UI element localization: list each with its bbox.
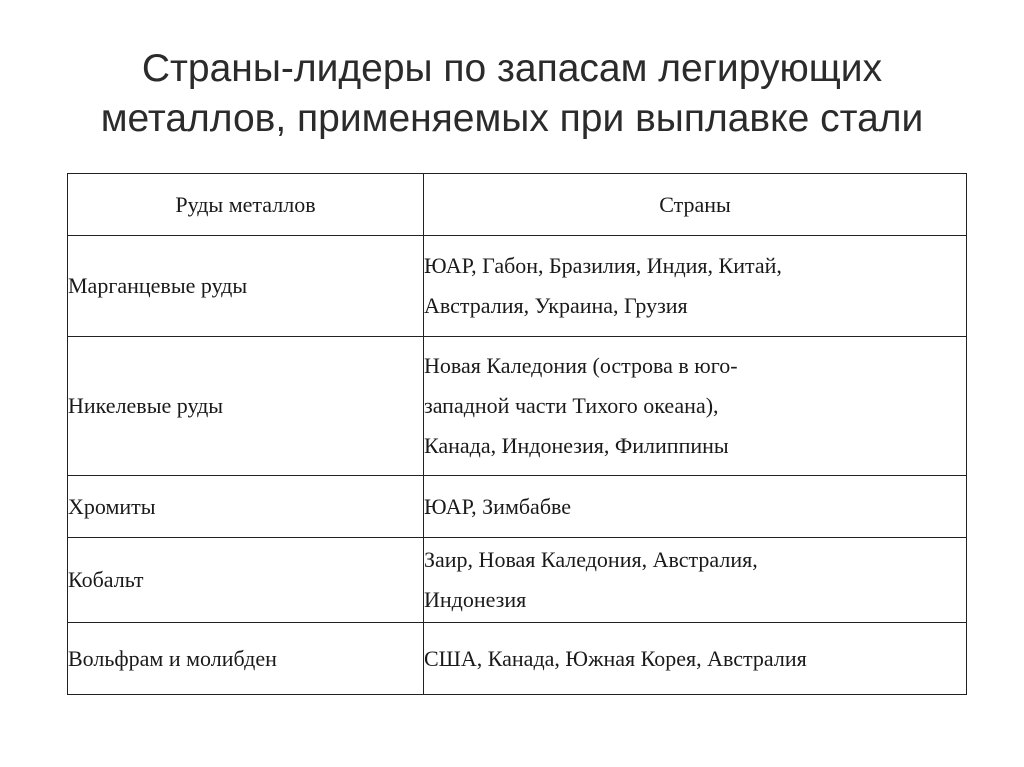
countries-line: Новая Каледония (острова в юго-	[424, 353, 738, 378]
title-line-2: металлов, применяемых при выплавке стали	[100, 97, 924, 140]
metal-cell: Кобальт	[68, 538, 424, 623]
table-row	[68, 476, 967, 538]
table-row	[68, 236, 967, 337]
page-title	[0, 44, 1024, 144]
countries-line: ЮАР, Зимбабве	[424, 493, 572, 519]
table-row	[68, 538, 967, 623]
table-row	[68, 623, 967, 695]
metal-cell: Хромиты	[68, 476, 424, 538]
countries-cell	[424, 236, 967, 337]
countries-cell	[424, 538, 967, 623]
metal-cell: Вольфрам и молибден	[68, 623, 424, 695]
header-ores: Руды металлов	[68, 174, 424, 236]
countries-cell	[424, 623, 967, 695]
countries-line: Канада, Индонезия, Филиппины	[424, 433, 729, 458]
countries-line: западной части Тихого океана),	[424, 393, 719, 418]
title-line-1: Страны-лидеры по запасам легирующих	[141, 47, 883, 90]
countries-line: ЮАР, Габон, Бразилия, Индия, Китай,	[424, 253, 782, 278]
metals-table	[67, 173, 967, 695]
header-countries: Страны	[424, 174, 967, 236]
table-header-row	[68, 174, 967, 236]
metal-cell: Никелевые руды	[68, 337, 424, 476]
countries-cell	[424, 337, 967, 476]
countries-line: Австралия, Украина, Грузия	[424, 293, 688, 318]
countries-line: Заир, Новая Каледония, Австралия,	[424, 547, 758, 572]
countries-line: США, Канада, Южная Корея, Австралия	[424, 645, 807, 671]
countries-cell	[424, 476, 967, 538]
table-row	[68, 337, 967, 476]
metal-cell: Марганцевые руды	[68, 236, 424, 337]
countries-line: Индонезия	[424, 587, 527, 612]
